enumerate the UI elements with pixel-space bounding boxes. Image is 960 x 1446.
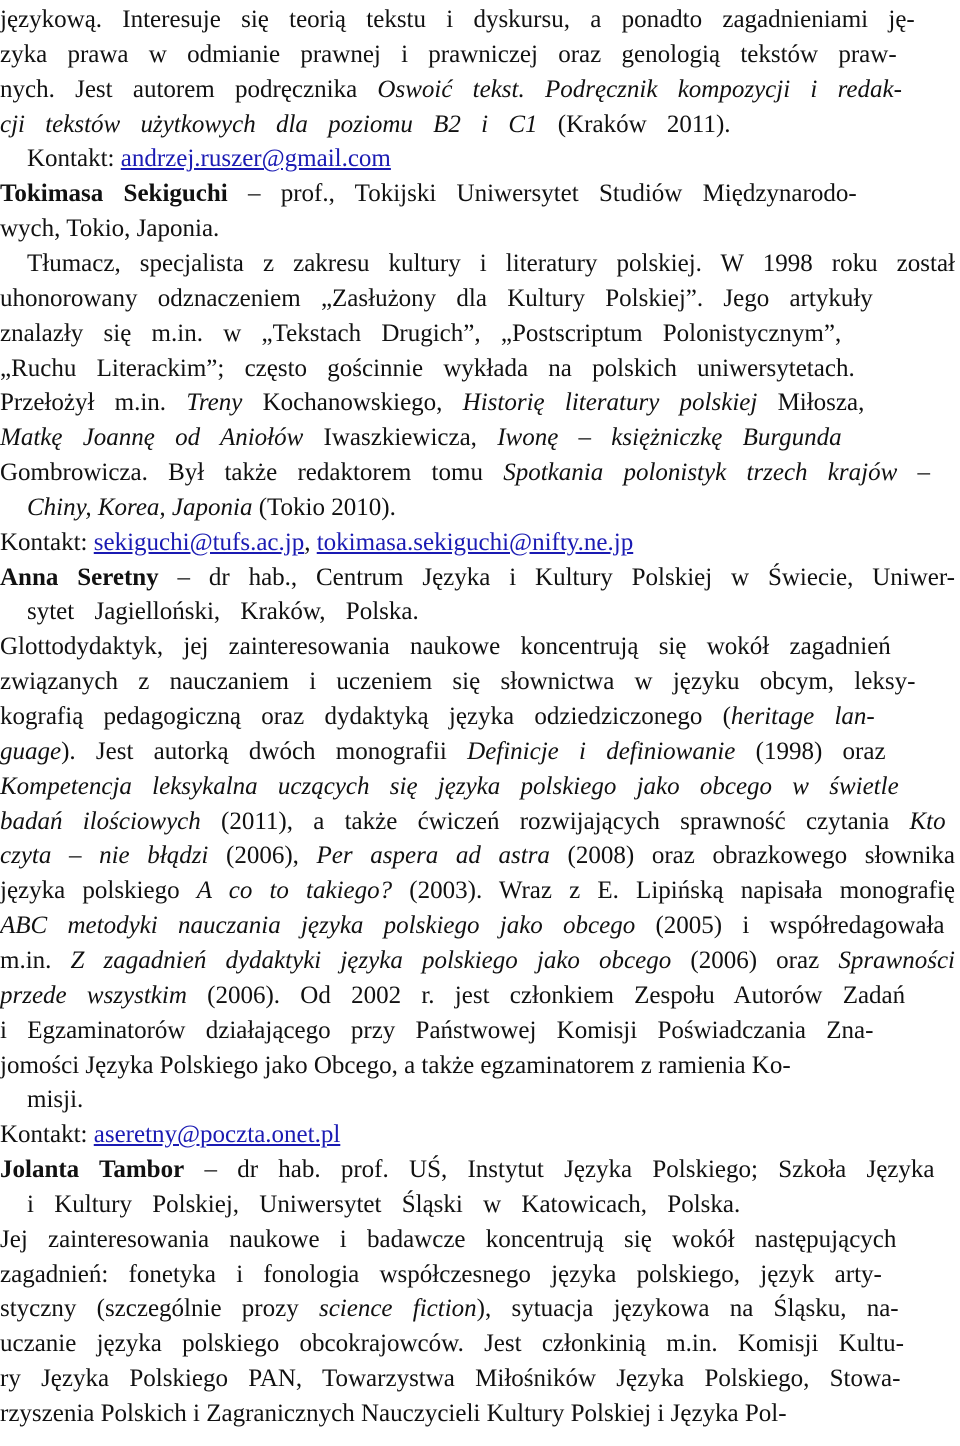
text-segment: rzyszenia Polskich i Zagranicznych Nauczycieli Kultury Polskiej i Języka Pol- — [0, 1400, 787, 1427]
text-segment: jomości Języka Polskiego jako Obcego, a także egzaminatorem z ramienia Ko- — [0, 1051, 791, 1079]
text-line — [0, 1258, 882, 1293]
italic-text: Sprawności — [838, 946, 956, 974]
text-line — [0, 317, 841, 352]
text-line — [0, 1362, 900, 1397]
text-segment: , — [304, 528, 317, 556]
text-segment: – prof., Tokijski Uniwersytet Studiów Międzynarodo- — [227, 180, 857, 208]
italic-text: Definicje i definiowanie — [467, 737, 736, 765]
text-segment: (2006) oraz — [671, 946, 839, 974]
text-segment: ). Jest autorką dwóch monografii — [61, 737, 468, 765]
text-segment: misji. — [27, 1086, 84, 1114]
text-line — [0, 1327, 904, 1362]
author-name: Jolanta Tambor — [0, 1156, 185, 1184]
italic-text: A co to takiego? — [196, 877, 393, 905]
italic-text: badań ilościowych — [0, 807, 201, 835]
text-line — [0, 665, 915, 700]
email-link[interactable]: sekiguchi@tufs.ac.jp — [93, 528, 305, 556]
text-line — [0, 1118, 340, 1153]
text-line — [0, 1292, 899, 1327]
italic-text: Per aspera ad astra — [316, 842, 550, 870]
italic-text: cji tekstów użytkowych dla poziomu B2 i C1 — [0, 110, 538, 138]
text-line — [0, 38, 897, 73]
text-line — [0, 979, 905, 1014]
text-line — [0, 770, 899, 805]
text-line — [27, 1188, 740, 1223]
italic-text: heritage lan- — [730, 703, 875, 730]
text-line — [0, 1223, 896, 1258]
text-segment: uhonorowany odznaczeniem „Zasłużony dla Kultury Polskiej”. Jego artykuły — [0, 284, 873, 312]
italic-text: Chiny, Korea, Japonia — [27, 493, 253, 521]
text-line — [0, 456, 930, 491]
text-line — [0, 874, 955, 909]
text-line — [27, 595, 419, 630]
text-segment: zagadnień: fonetyka i fonologia współczesnego języka polskiego, język arty- — [0, 1260, 882, 1288]
text-line — [0, 177, 857, 212]
text-segment: kografią pedagogiczną oraz dydaktyką języka odziedziczonego ( — [0, 703, 731, 730]
text-segment: wych, Tokio, Japonia. — [0, 215, 220, 243]
italic-text: Spotkania polonistyk trzech krajów – — [503, 459, 930, 487]
text-segment: – dr hab., Centrum Języka i Kultury Polskiej w Świecie, Uniwer- — [158, 563, 955, 591]
italic-text: ABC metodyki nauczania języka polskiego jako obcego — [0, 912, 636, 940]
text-line — [0, 1153, 935, 1188]
email-link[interactable]: andrzej.ruszer@gmail.com — [120, 145, 391, 173]
text-segment: (2011), a także ćwiczeń rozwijających sprawność czytania — [200, 807, 910, 835]
text-segment: m.in. — [0, 946, 71, 974]
italic-text: science fiction — [318, 1295, 477, 1323]
italic-text: Matkę Joannę od Aniołów — [0, 424, 304, 452]
italic-text: Kto — [909, 807, 946, 835]
text-line — [0, 839, 955, 874]
text-line — [27, 247, 955, 282]
text-line — [27, 491, 396, 526]
italic-text: Kompetencja leksykalna uczących się języka polskiego jako obcego w świetle — [0, 772, 899, 800]
text-segment: Iwaszkiewicza, — [303, 424, 498, 452]
italic-text: przede wszystkim — [0, 981, 187, 1009]
text-segment: (2006). Od 2002 r. jest członkiem Zespołu Autorów Zadań — [186, 981, 906, 1009]
text-segment: związanych z nauczaniem i uczeniem się słownictwa w języku obcym, leksy- — [0, 668, 916, 696]
text-segment: Miłosza, — [757, 389, 865, 417]
text-segment: (2008) oraz obrazkowego słownika — [549, 842, 956, 870]
text-segment: Kontakt: — [0, 1121, 94, 1149]
text-line — [0, 735, 886, 770]
text-segment: i Kultury Polskiej, Uniwersytet Śląski w Katowicach, Polska. — [27, 1190, 741, 1218]
text-segment: Jej zainteresowania naukowe i badawcze koncentrują się wokół następujących — [0, 1225, 897, 1253]
text-line — [27, 142, 391, 177]
text-line — [0, 526, 633, 561]
text-line — [0, 352, 855, 387]
text-segment: Kontakt: — [0, 528, 94, 556]
text-segment: (2003). Wraz z E. Lipińską napisała monografię — [392, 877, 955, 905]
text-segment: (2006), — [208, 842, 317, 870]
text-line — [0, 805, 946, 840]
text-segment: znalazły się m.in. w „Tekstach Drugich”, „Postscriptum Polonistycznym”, — [0, 319, 842, 347]
text-line — [0, 386, 864, 421]
text-segment: „Ruchu Literackim”; często gościnnie wykłada na polskich uniwersytetach. — [0, 354, 855, 382]
email-link[interactable]: aseretny@poczta.onet.pl — [93, 1121, 341, 1149]
italic-text: Z zagadnień dydaktyki języka polskiego jako obcego — [70, 946, 672, 974]
italic-text: Historię literatury polskiej — [462, 389, 758, 417]
text-segment: zyka prawa w odmianie prawnej i prawniczej oraz genologią tekstów praw- — [0, 40, 897, 68]
italic-text: Iwonę – księżniczkę Burgunda — [497, 424, 842, 452]
text-segment: (2005) i współredagowała — [635, 912, 945, 940]
author-name: Anna Seretny — [0, 563, 159, 591]
text-segment: ), sytuacja językowa na Śląsku, na- — [476, 1295, 899, 1323]
text-line — [27, 1083, 83, 1118]
author-name: Tokimasa Sekiguchi — [0, 180, 228, 208]
text-line — [0, 212, 219, 247]
text-line — [0, 944, 955, 979]
text-line — [0, 282, 873, 317]
text-segment: uczanie języka polskiego obcokrajowców. Jest członkinią m.in. Komisji Kultu- — [0, 1330, 904, 1358]
text-line — [0, 1397, 787, 1432]
text-segment: nych. Jest autorem podręcznika — [0, 75, 378, 103]
text-line — [0, 1014, 873, 1049]
text-segment: Kochanowskiego, — [242, 389, 463, 417]
text-segment: styczny (szczególnie prozy — [0, 1295, 319, 1323]
text-segment: Przełożył m.in. — [0, 389, 187, 417]
text-segment: – dr hab. prof. UŚ, Instytut Języka Polskiego; Szkoła Języka — [184, 1156, 935, 1184]
text-line — [0, 561, 955, 596]
text-segment: (Kraków 2011). — [537, 110, 731, 138]
text-segment: Gombrowicza. Był także redaktorem tomu — [0, 459, 504, 487]
text-line — [0, 3, 915, 38]
italic-text: czyta – nie błądzi — [0, 842, 209, 870]
italic-text: Oswoić tekst. Podręcznik kompozycji i redak- — [377, 75, 902, 103]
text-segment: ry Języka Polskiego PAN, Towarzystwa Miłośników Języka Polskiego, Stowa- — [0, 1365, 901, 1393]
text-line — [0, 630, 891, 665]
italic-text: Treny — [186, 389, 243, 417]
text-segment: Kontakt: — [27, 145, 121, 173]
italic-text: guage — [0, 737, 62, 765]
text-segment: Glottodydaktyk, jej zainteresowania naukowe koncentrują się wokół zagadnień — [0, 633, 891, 661]
text-segment: Tłumacz, specjalista z zakresu kultury i literatury polskiej. W 1998 roku został — [27, 249, 955, 277]
text-line — [0, 700, 875, 735]
email-link[interactable]: tokimasa.sekiguchi@nifty.ne.jp — [316, 528, 634, 556]
text-segment: sytet Jagielloński, Kraków, Polska. — [27, 598, 419, 626]
text-line — [0, 1049, 791, 1084]
text-line — [0, 108, 731, 143]
text-line — [0, 909, 945, 944]
text-line — [0, 73, 902, 108]
text-segment: (Tokio 2010). — [252, 493, 396, 521]
text-segment: (1998) oraz — [735, 737, 886, 765]
text-segment: i Egzaminatorów działającego przy Państwowej Komisji Poświadczania Zna- — [0, 1016, 874, 1044]
text-segment: językową. Interesuje się teorią tekstu i dyskursu, a ponadto zagadnieniami ję- — [0, 6, 915, 33]
text-line — [0, 421, 842, 456]
text-segment: języka polskiego — [0, 877, 197, 905]
